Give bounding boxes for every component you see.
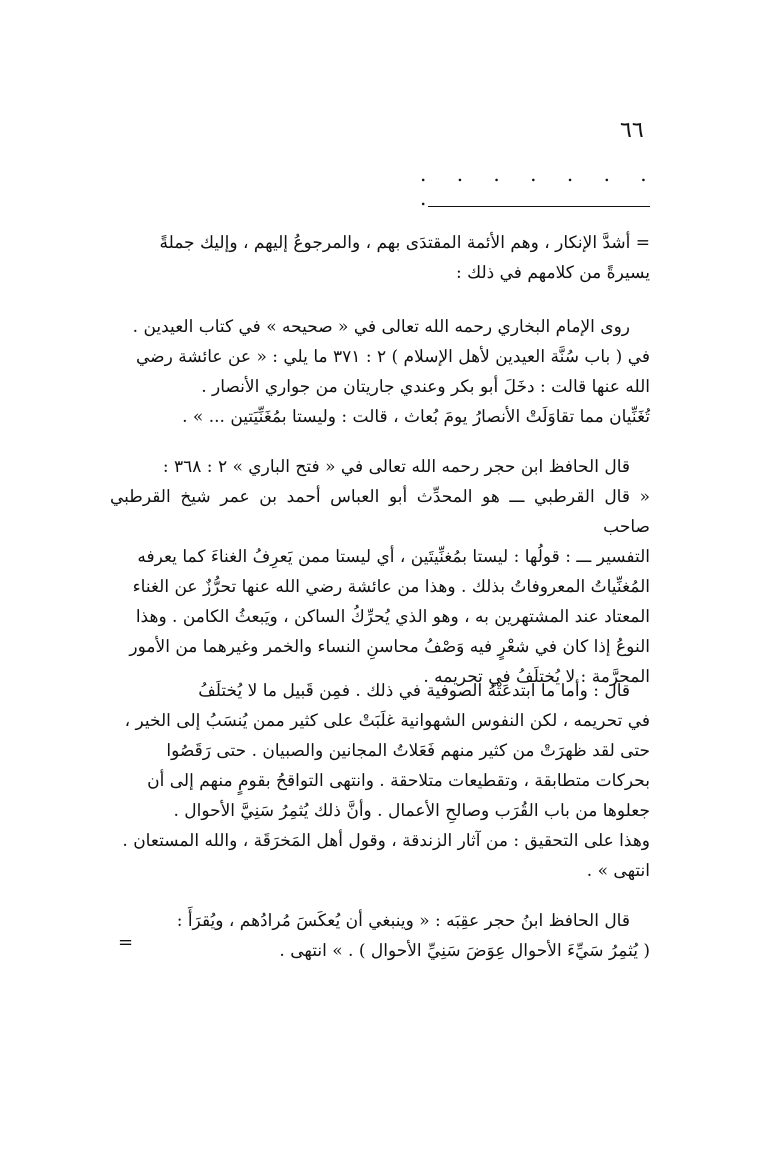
text-line: جعلوها من باب القُرَب وصالحِ الأعمال . وأنَّ ذلك يُثمِرُ سَنِيَّ الأحوال . xyxy=(173,801,650,821)
continuation-mark: = xyxy=(118,932,134,953)
page-number: ٦٦ xyxy=(620,118,644,143)
paragraph-bukhari xyxy=(110,312,650,432)
text-line: قال : وأما ما ابتدعَتْهُ الصوفية في ذلك . فمِن قَبيل ما لا يُختلَفُ xyxy=(198,681,630,701)
text-line: التفسير ـــ : قولُها : ليستا بمُغنِّيتَين ، أي ليستا ممن يَعرِفُ الغناءَ كما يعرفه xyxy=(137,547,650,567)
text-line: « قال القرطبي ـــ هو المحدِّث أبو العباس أحمد بن عمر شيخ القرطبي صاحب xyxy=(110,487,650,537)
text-line: تُغَنِّيان مما تقاوَلَتْ الأنصارُ يومَ بُعاث ، قالت : وليستا بمُغَنِّيَتين ... » . xyxy=(182,407,650,427)
footnote-separator-rule xyxy=(428,206,650,207)
text-line: في ( باب سُنَّة العيدين لأهل الإسلام ) ٢ : ٣٧١ ما يلي : « عن عائشة رضي xyxy=(136,347,650,367)
paragraph-continuation xyxy=(110,228,650,288)
text-line: انتهى » . xyxy=(586,861,650,881)
ellipsis-dots: . . . . . . . . xyxy=(420,162,659,210)
paragraph-sufi-practices xyxy=(110,676,650,886)
text-line: في تحريمه ، لكن النفوس الشهوانية غلَبَتْ على كثير ممن يُنسَبُ إلى الخير ، xyxy=(124,711,650,731)
text-line: المحرَّمة : لا يُختلَفُ في تحريمه . xyxy=(423,667,650,687)
text-line: النوعُ إذا كان في شعْرٍ فيه وَصْفُ محاسنِ النساء والخمر وغيرهما من الأمور xyxy=(129,637,650,657)
text-line: روى الإمام البخاري رحمه الله تعالى في « صحيحه » في كتاب العيدين . xyxy=(132,317,630,337)
text-line: بحركات متطابقة ، وتقطيعات متلاحقة . وانتهى التواقحُ بقومٍ منهم إلى أن xyxy=(147,771,650,791)
text-line: قال الحافظ ابنُ حجر عقِبَه : « وينبغي أن يُعكَسَ مُرادُهم ، ويُقرَأَ : xyxy=(176,911,630,931)
text-line: يسيرةً من كلامهم في ذلك : xyxy=(456,263,650,283)
paragraph-ibn-hajar-quote xyxy=(110,452,650,692)
text-line: الله عنها قالت : دخَلَ أبو بكر وعندي جاريتان من جواري الأنصار . xyxy=(201,377,650,397)
paragraph-ibn-hajar-comment xyxy=(110,906,650,966)
text-line: قال الحافظ ابن حجر رحمه الله تعالى في « فتح الباري » ٢ : ٣٦٨ : xyxy=(162,457,630,477)
text-line: حتى لقد ظهرَتْ من كثير منهم فَعَلاتُ المجانين والصبيان . حتى رَقَصُوا xyxy=(166,741,650,761)
text-line: المعتاد عند المشتهرين به ، وهو الذي يُحرِّكُ الساكن ، ويَبعثُ الكامن . وهذا xyxy=(135,607,650,627)
text-line: المُغنِّياتُ المعروفاتُ بذلك . وهذا من عائشة رضي الله عنها تحرُّزٌ عن الغناء xyxy=(132,577,650,597)
text-line: = أشدَّ الإنكار ، وهم الأئمة المقتدَى بهم ، والمرجوعُ إليهم ، وإليك جملةً xyxy=(159,233,650,253)
text-line: ( يُثمِرُ سَيِّءَ الأحوال عِوَضَ سَنِيِّ الأحوال ) . » انتهى . xyxy=(279,941,650,961)
text-line: وهذا على التحقيق : من آثار الزندقة ، وقول أهل المَخرَقَة ، والله المستعان . xyxy=(122,831,650,851)
